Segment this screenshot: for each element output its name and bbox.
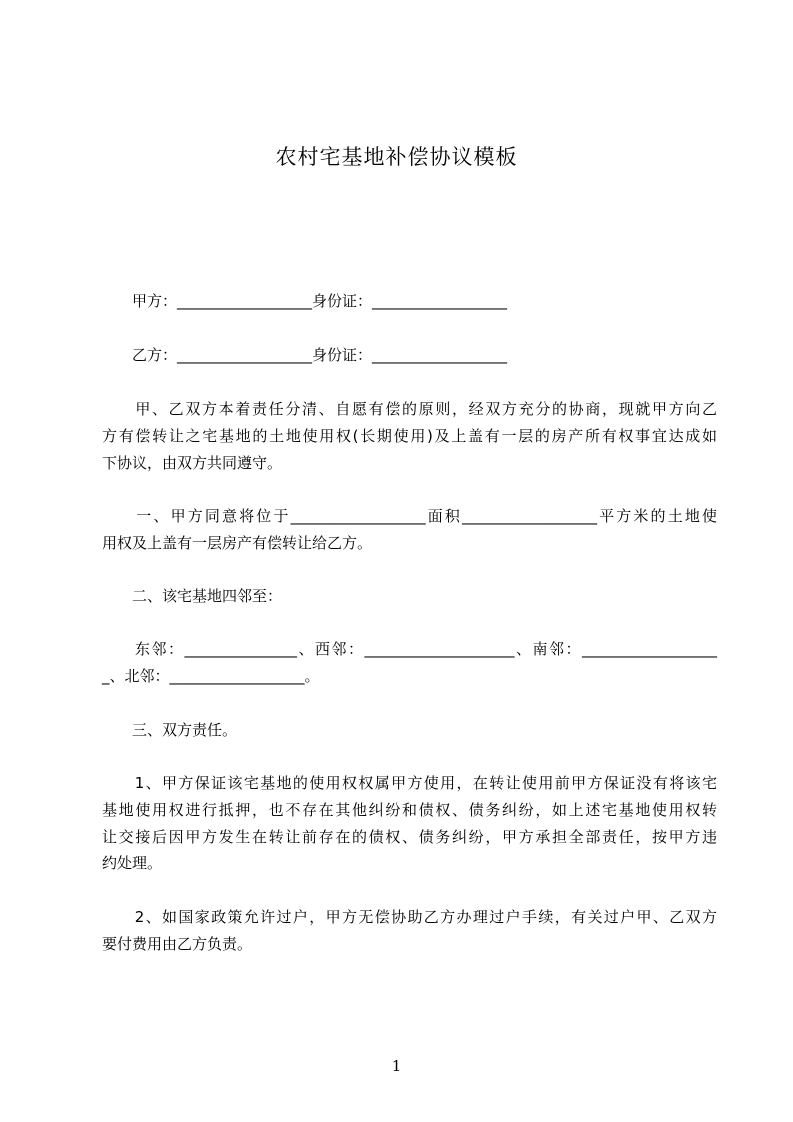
- page-title: 农村宅基地补偿协议模板: [275, 145, 518, 169]
- clause-one-line: 一、甲方同意将位于__________________面积__________________平方米的土地使: [102, 507, 717, 525]
- clause-one-line: 用权及上盖有一层房产有偿转让给乙方。: [102, 534, 373, 552]
- clause-two-heading: 二、该宅基地四邻至：: [102, 587, 283, 605]
- responsibility-one-line: 约处理。: [102, 854, 163, 872]
- responsibility-one-line: 让交接后因甲方发生在转让前存在的债权、债务纠纷，甲方承担全部责任，按甲方违: [102, 828, 717, 846]
- intro-paragraph-line: 下协议，由双方共同遵守。: [102, 454, 283, 472]
- responsibility-one-line: 1、甲方保证该宅基地的使用权权属甲方使用，在转让使用前甲方保证没有将该宅: [102, 774, 717, 792]
- responsibility-two-line: 2、如国家政策允许过户，甲方无偿协助乙方办理过户手续，有关过户甲、乙双方: [102, 908, 717, 926]
- intro-paragraph-line: 甲、乙双方本着责任分清、自愿有偿的原则，经双方充分的协商，现就甲方向乙: [102, 400, 717, 418]
- neighbors-line: _、北邻：__________________。: [102, 667, 320, 685]
- intro-paragraph-line: 方有偿转让之宅基地的土地使用权(长期使用)及上盖有一层的房产所有权事宜达成如: [102, 427, 717, 445]
- responsibility-one-line: 基地使用权进行抵押，也不存在其他纠纷和债权、债务纠纷，如上述宅基地使用权转: [102, 801, 717, 819]
- neighbors-line: 东邻：_______________、西邻：____________________、南邻：__________________: [102, 640, 717, 658]
- page-number: 1: [391, 1057, 402, 1075]
- party-b-line: 乙方：__________________身份证：__________________: [102, 346, 508, 364]
- responsibility-two-line: 要付费用由乙方负责。: [102, 935, 253, 953]
- party-a-line: 甲方：__________________身份证：__________________: [102, 292, 508, 310]
- clause-three-heading: 三、双方责任。: [102, 721, 238, 739]
